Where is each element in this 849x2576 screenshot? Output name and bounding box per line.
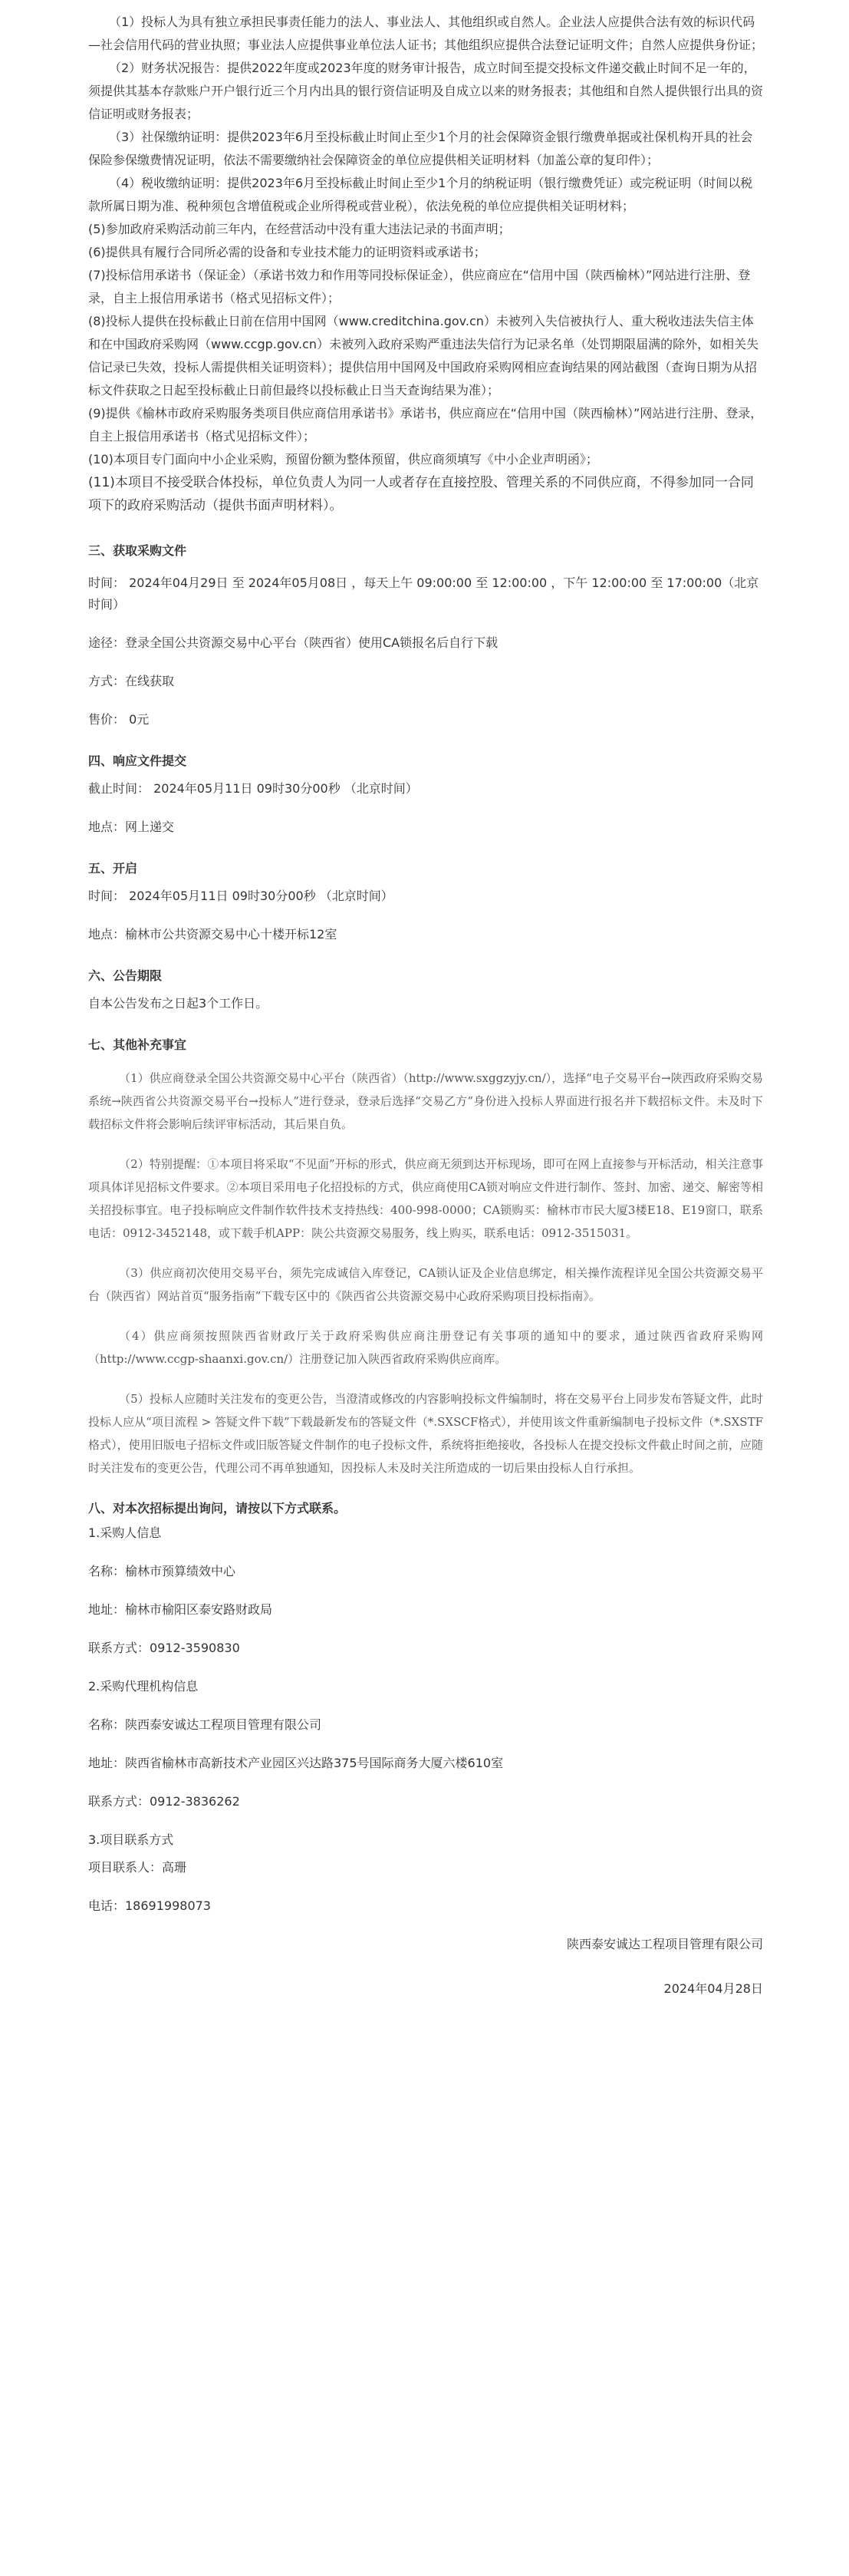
section-title-obtain-docs: 三、获取采购文件: [88, 543, 187, 558]
footer-date: 2024年04月28日: [663, 1981, 763, 1996]
qualification-item: (11)本项目不接受联合体投标，单位负责人为同一人或者存在直接控股、管理关系的不同供应商，不得参加同一合同项下的政府采购活动（提供书面声明材料）。: [88, 475, 754, 513]
agency-name: 名称：陕西泰安诚达工程项目管理有限公司: [88, 1717, 322, 1732]
opening-time: 时间： 2024年05月11日 09时30分00秒 （北京时间）: [88, 889, 393, 903]
qualification-item: (7)投标信用承诺书（保证金）（承诺书效力和作用等同投标保证金），供应商应在“信用中国（陕西榆林）”网站进行注册、登录，自主上报信用承诺书（格式见招标文件）；: [88, 268, 751, 305]
qualification-item: (5)参加政府采购活动前三年内，在经营活动中没有重大违法记录的书面声明；: [88, 222, 511, 236]
footer-company: 陕西泰安诚达工程项目管理有限公司: [566, 1937, 763, 1951]
section-title-opening: 五、开启: [88, 861, 138, 876]
qualification-list: [88, 11, 763, 517]
other-matters: [88, 1067, 763, 1479]
announcement-period: 自本公告发布之日起3个工作日。: [88, 996, 268, 1011]
obtain-method: 方式：在线获取: [88, 674, 175, 688]
qualification-item: (10)本项目专门面向中小企业采购，预留份额为整体预留，供应商须填写《中小企业声明函》；: [88, 452, 598, 467]
section-title-other: 七、其他补充事宜: [88, 1037, 187, 1052]
project-contact: 项目联系人：高珊: [88, 1860, 187, 1875]
agency-phone: 联系方式：0912-3836262: [88, 1794, 240, 1809]
other-matter-paragraph: （3）供应商初次使用交易平台，须先完成诚信入库登记，CA锁认证及企业信息绑定，相关操作流程详见全国公共资源交易平台（陕西省）网站首页“服务指南”下载专区中的《陕西省公共资源交易中心政府采购项目投标指南》。: [88, 1266, 763, 1303]
opening-place: 地点：榆林市公共资源交易中心十楼开标12室: [88, 927, 337, 942]
purchaser-phone: 联系方式：0912-3590830: [88, 1641, 240, 1655]
qualification-item: (6)提供具有履行合同所必需的设备和专业技术能力的证明资料或承诺书；: [88, 245, 486, 259]
section-title-period: 六、公告期限: [88, 968, 163, 983]
submission-deadline: 截止时间： 2024年05月11日 09时30分00秒 （北京时间）: [88, 781, 418, 796]
qualification-item: （1）投标人为具有独立承担民事责任能力的法人、事业法人、其他组织或自然人。企业法人应提供合法有效的标识代码—社会信用代码的营业执照；事业法人应提供事业单位法人证书；其他组织应提供合法登记证明文件；自然人应提供身份证；: [88, 15, 764, 52]
purchaser-address: 地址：榆林市榆阳区泰安路财政局: [88, 1602, 273, 1617]
agency-heading: 2.采购代理机构信息: [88, 1679, 199, 1694]
section-title-contact: 八、对本次招标提出询问，请按以下方式联系。: [88, 1501, 347, 1516]
announcement-content: [88, 11, 763, 2000]
obtain-time: 时间： 2024年04月29日 至 2024年05月08日 ，每天上午 09:00:00 至 12:00:00 ，下午 12:00:00 至 17:00:00（北京时间）: [88, 576, 759, 612]
obtain-route: 途径：登录全国公共资源交易中心平台（陕西省）使用CA锁报名后自行下载: [88, 635, 499, 650]
qualification-item: (8)投标人提供在投标截止日前在信用中国网（www.creditchina.gov.cn）未被列入失信被执行人、重大税收违法失信主体和在中国政府采购网（www.ccgp.gov.cn）未被列入政府采购严重违法失信行为记录名单（处罚期限届满的除外，如相关失信记录已失效，投标人需提供相关证明资料）；提供信用中国网及中国政府采购网相应查询结果的网站截图（查询日期为从招标文件获取之日起至投标截止日前但最终以投标截止日当天查询结果为准）；: [88, 314, 759, 397]
section-title-submission: 四、响应文件提交: [88, 754, 187, 768]
project-heading: 3.项目联系方式: [88, 1832, 174, 1847]
other-matter-paragraph: （4）供应商须按照陕西省财政厅关于政府采购供应商注册登记有关事项的通知中的要求，通过陕西省政府采购网（http://www.ccgp-shaanxi.gov.cn/）注册登记加入陕西省政府采购供应商库。: [88, 1329, 763, 1366]
qualification-item: （2）财务状况报告：提供2022年度或2023年度的财务审计报告，成立时间至提交投标文件递交截止时间不足一年的，须提供其基本存款账户开户银行近三个月内出具的银行资信证明及自成立以来的财务报表；其他组和自然人提供银行出具的资信证明或财务报表；: [88, 61, 764, 121]
other-matter-paragraph: （2）特别提醒：①本项目将采取“不见面”开标的形式，供应商无须到达开标现场，即可在网上直接参与开标活动，相关注意事项具体详见招标文件要求。②本项目采用电子化招投标的方式，供应商使用CA锁对响应文件进行制作、签封、加密、递交、解密等相关招投标事宜。电子投标响应文件制作软件技术支持热线：400-998-0000；CA锁购买：榆林市市民大厦3楼E18、E19窗口，联系电话：0912-3452148，或下载手机APP：陕公共资源交易服务，线上购买，联系电话：0912-3515031。: [88, 1157, 763, 1240]
qualification-item: (9)提供《榆林市政府采购服务类项目供应商信用承诺书》承诺书，供应商应在“信用中国（陕西榆林）”网站进行注册、登录，自主上报信用承诺书（格式见招标文件）；: [88, 406, 763, 444]
submission-place: 地点：网上递交: [88, 820, 175, 834]
other-matter-paragraph: （1）供应商登录全国公共资源交易中心平台（陕西省）（http://www.sxggzyjy.cn/），选择“电子交易平台→陕西政府采购交易系统→陕西省公共资源交易平台→投标人”进行登录，登录后选择“交易乙方”身份进入投标人界面进行报名并下载招标文件。未及时下载招标文件将会影响后续评审标活动，其后果自负。: [88, 1071, 763, 1131]
purchaser-heading: 1.采购人信息: [88, 1525, 162, 1540]
other-matter-paragraph: （5）投标人应随时关注发布的变更公告，当澄清或修改的内容影响投标文件编制时，将在交易平台上同步发布答疑文件，此时投标人应从“项目流程 > 答疑文件下载”下载最新发布的答疑文件（*.SXSCF格式），并使用该文件重新编制电子投标文件（*.SXSTF格式），使用旧版电子招标文件或旧版答疑文件制作的电子投标文件，系统将拒绝接收，各投标人在提交投标文件截止时间之前，应随时关注发布的变更公告，代理公司不再单独通知，因投标人未及时关注所造成的一切后果由投标人自行承担。: [88, 1392, 763, 1475]
purchaser-name: 名称：榆林市预算绩效中心: [88, 1564, 236, 1578]
agency-address: 地址：陕西省榆林市高新技术产业园区兴达路375号国际商务大厦六楼610室: [88, 1756, 504, 1770]
project-phone: 电话：18691998073: [88, 1898, 211, 1913]
qualification-item: （4）税收缴纳证明：提供2023年6月至投标截止时间止至少1个月的纳税证明（银行缴费凭证）或完税证明（时间以税款所属日期为准、税种须包含增值税或企业所得税或营业税），依法免税的单位应提供相关证明材料；: [88, 176, 753, 213]
obtain-price: 售价： 0元: [88, 712, 150, 727]
qualification-item: （3）社保缴纳证明：提供2023年6月至投标截止时间止至少1个月的社会保障资金银行缴费单据或社保机构开具的社会保险参保缴费情况证明，依法不需要缴纳社会保障资金的单位应提供相关证明材料（加盖公章的复印件）；: [88, 130, 753, 167]
